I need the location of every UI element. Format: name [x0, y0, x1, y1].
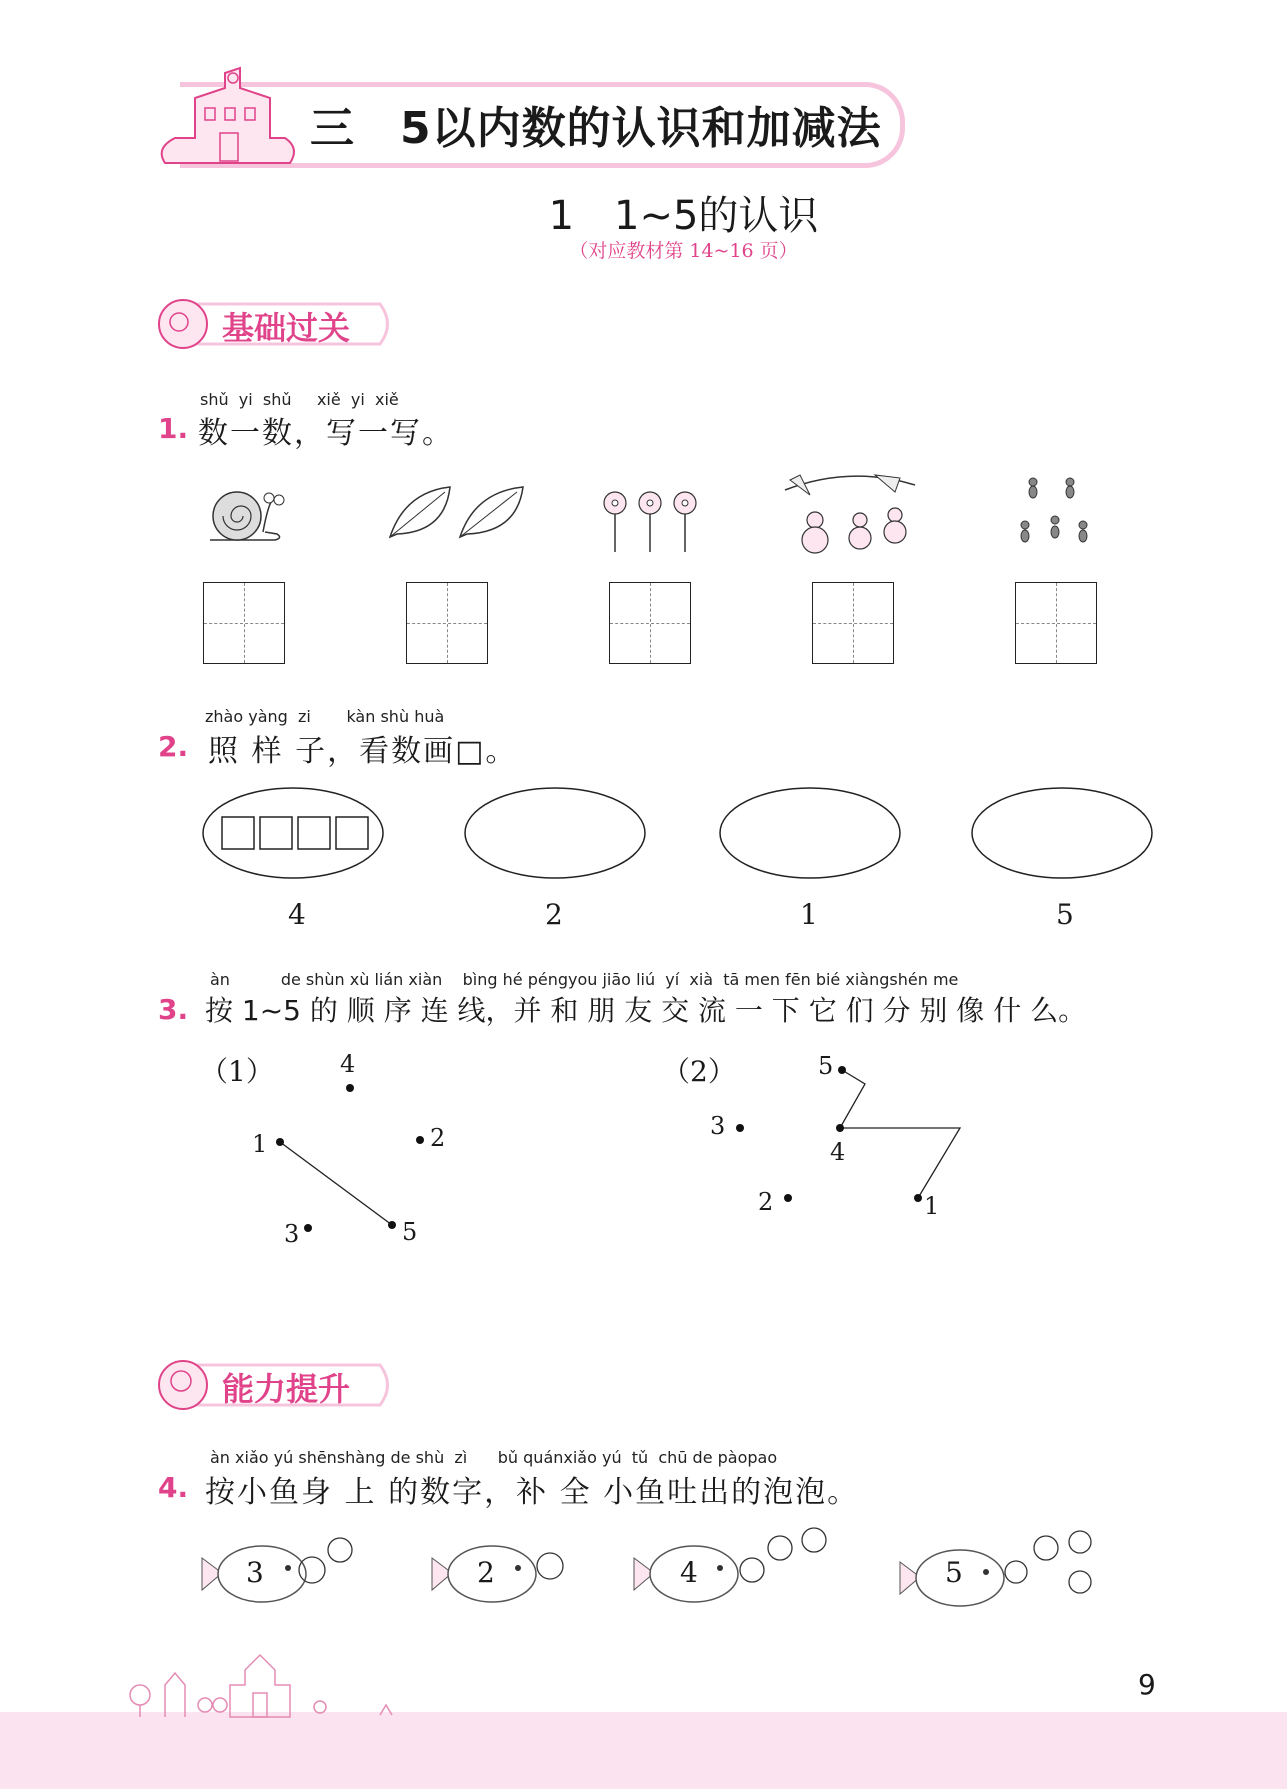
q3-part2-point-1: 1: [924, 1192, 940, 1220]
fish-3: [632, 1520, 837, 1615]
q2-number-3: 1: [800, 898, 818, 931]
q3-part1-point-3: 3: [284, 1220, 300, 1248]
fish-2-number: 2: [477, 1556, 495, 1589]
fish-2: [430, 1528, 570, 1613]
q2-text: 照 样 子，看数画□。: [208, 734, 518, 769]
q3-part2-dots: [720, 1050, 980, 1250]
q3-part2-point-4: 4: [830, 1138, 846, 1166]
q1-text: 数一数，写一写。: [198, 416, 454, 451]
q3-part2-label: （2）: [662, 1055, 736, 1088]
q2-ovals: [200, 785, 1160, 885]
q3-part1-dots: [240, 1050, 460, 1260]
school-building-icon: [155, 58, 305, 168]
q3-part1-point-5: 5: [402, 1218, 418, 1246]
q2-number-1: 4: [288, 898, 306, 931]
q3-part1-point-2: 2: [430, 1124, 446, 1152]
q4-text: 按小鱼身 上 的数字，补 全 小鱼吐出的泡泡。: [205, 1475, 860, 1510]
section-title-basic: 基础过关: [222, 309, 351, 347]
q3-part1-point-1: 1: [252, 1130, 268, 1158]
q1-answer-box-3[interactable]: [609, 582, 691, 664]
dot-5: [838, 1066, 846, 1074]
q2-pinyin: zhào yàng zi kàn shù huà: [205, 707, 445, 726]
q3-number: 3.: [158, 993, 189, 1026]
lesson-title: 1 1~5的认识: [548, 193, 819, 239]
q2-oval-example: [203, 788, 383, 878]
q3-part2-point-3: 3: [710, 1112, 726, 1140]
footer-town-icon: [120, 1645, 420, 1720]
dot-4: [836, 1124, 844, 1132]
ant-icon: [1005, 470, 1095, 556]
q3-part2-point-2: 2: [758, 1188, 774, 1216]
lesson-subtitle: （对应教材第 14~16 页）: [569, 240, 798, 262]
q1-number: 1.: [158, 412, 189, 445]
dot-2: [784, 1194, 792, 1202]
q1-pinyin: shǔ yi shǔ xiě yi xiě: [200, 390, 399, 409]
section-title-advanced: 能力提升: [222, 1370, 351, 1408]
fish-4: [898, 1520, 1103, 1620]
snail-icon: [205, 480, 285, 546]
fish-1: [200, 1528, 365, 1613]
q3-part1-label: （1）: [200, 1055, 274, 1088]
dot-3: [304, 1224, 312, 1232]
fish-3-number: 4: [680, 1556, 698, 1589]
q4-number: 4.: [158, 1471, 189, 1504]
footer-band: [0, 1712, 1287, 1789]
flower-icon: [598, 488, 703, 554]
q1-answer-box-4[interactable]: [812, 582, 894, 664]
page-number: 9: [1138, 1668, 1156, 1701]
dot-4: [346, 1084, 354, 1092]
q2-example-squares: [222, 817, 368, 849]
q1-answer-box-1[interactable]: [203, 582, 285, 664]
q2-number-2: 2: [545, 898, 563, 931]
fish-1-number: 3: [246, 1556, 264, 1589]
dot-3: [736, 1124, 744, 1132]
q2-oval-2[interactable]: [465, 788, 645, 878]
q1-answer-box-2[interactable]: [406, 582, 488, 664]
dot-5: [388, 1221, 396, 1229]
q2-number: 2.: [158, 730, 189, 763]
q2-oval-4[interactable]: [972, 788, 1152, 878]
q3-part1-point-4: 4: [340, 1050, 356, 1078]
leaf-icon: [385, 482, 530, 542]
dot-1: [914, 1194, 922, 1202]
fish-4-number: 5: [945, 1556, 963, 1589]
q2-oval-3[interactable]: [720, 788, 900, 878]
gourd-icon: [780, 470, 920, 558]
q1-answer-box-5[interactable]: [1015, 582, 1097, 664]
dot-1: [276, 1138, 284, 1146]
q4-pinyin: àn xiǎo yú shēnshàng de shù zì bǔ quánxiǎo yú tǔ chū de pàopao: [210, 1448, 778, 1467]
q3-text: 按 1~5 的 顺 序 连 线，并 和 朋 友 交 流 一 下 它 们 分 别 像 什 么。: [205, 994, 1087, 1027]
q3-pinyin: àn de shùn xù lián xiàn bìng hé péngyou jiāo liú yí xià tā men fēn bié xiàngshén me: [210, 970, 959, 989]
q3-part2-point-5: 5: [818, 1052, 834, 1080]
q2-number-4: 5: [1056, 898, 1074, 931]
chapter-title: 三 5以内数的认识和加减法: [310, 103, 882, 154]
dot-2: [416, 1136, 424, 1144]
